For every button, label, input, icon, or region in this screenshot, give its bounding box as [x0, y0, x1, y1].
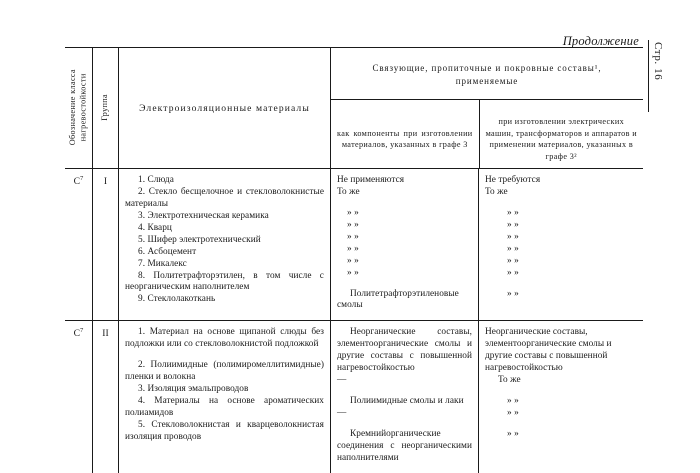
machines-second: То же — [485, 186, 508, 197]
list-item: 5. Стекловолокнистая и кварцеволокнистая изоляция проводов — [125, 419, 324, 442]
ditto-mark: » » — [347, 219, 359, 230]
ditto-mark: » » — [347, 231, 359, 242]
table-row — [65, 168, 643, 320]
row2-components-cell — [330, 321, 478, 472]
row1-class-superscript: 7 — [80, 174, 84, 182]
ditto-mark: » » — [507, 219, 519, 230]
ditto-mark: » » — [507, 255, 519, 266]
ditto-mark: » » — [347, 267, 359, 278]
header-group-label: Группа — [100, 93, 110, 121]
list-item: Полиимидные смолы и лаки — [350, 396, 464, 407]
list-item: 6. Асбоцемент — [138, 246, 197, 257]
header-materials-label: Электроизоляционные материалы — [139, 102, 310, 114]
spacer — [337, 199, 472, 208]
row1-group-value: I — [103, 176, 108, 188]
list-item: Кремнийорганические соединения с неорганическими наполнителями — [337, 428, 472, 463]
spacer — [485, 199, 637, 208]
ditto-mark: » » — [507, 428, 519, 439]
empty-dash: — — [337, 408, 347, 419]
row2-group-value: II — [102, 328, 109, 340]
header-compounds-for-machines: при изготовлении электрических машин, трансформаторов и аппаратов и применении материалов, указанных в графе 3² — [479, 100, 643, 168]
header-group — [92, 48, 118, 168]
list-item: 2. Полиимидные (полимиромеллитимидные) пленки и волокна — [125, 360, 324, 383]
header-materials — [118, 48, 330, 168]
header-class-designation — [65, 48, 92, 168]
continuation-caption: Продолжение — [562, 34, 639, 48]
ditto-mark: » » — [507, 231, 519, 242]
page-marker-rule — [648, 40, 649, 112]
row1-class-cell — [65, 169, 92, 320]
list-item: 4. Кварц — [138, 222, 172, 233]
header-class-line1: Обозначение класса — [68, 68, 78, 146]
standards-table — [65, 47, 643, 473]
components-first: Не применяются — [337, 175, 405, 186]
components-last: Политетрафторэтиленовые смолы — [337, 288, 459, 311]
page-number-label: Стр. 16 — [652, 42, 664, 81]
header-compounds-as-components: как компоненты при изготовлении материалов, указанных в графе 3 — [337, 128, 473, 150]
row1-machines-cell — [478, 169, 643, 320]
list-item: 8. Политетрафторэтилен, в том числе с неорганическим наполнителем — [125, 270, 324, 293]
list-item: 9. Стеклолакоткань — [138, 294, 216, 305]
row1-components-cell — [330, 169, 478, 320]
empty-dash: — — [337, 375, 347, 386]
list-item: 4. Материалы на основе ароматических полиамидов — [125, 396, 324, 419]
row1-class-value: C — [73, 176, 81, 188]
machines-first: Неорганические составы, элементоорганические смолы и другие составы с повышенной нагревостойкостью — [485, 327, 612, 374]
list-item: 1. Слюда — [138, 175, 174, 186]
ditto-mark: » » — [507, 243, 519, 254]
header-compounds-group — [330, 48, 643, 168]
row2-class-value: C — [73, 328, 81, 340]
list-item: 1. Материал на основе щипаной слюды без подложки или со стекловолокнистой подложкой — [125, 327, 324, 350]
row2-group-cell — [92, 321, 118, 472]
header-class-line2: нагревостойкости — [78, 73, 88, 141]
ditto-mark: » » — [507, 396, 519, 407]
table-header-row — [65, 48, 643, 168]
list-item: 7. Микалекс — [138, 258, 187, 269]
row2-class-cell — [65, 321, 92, 472]
list-item: Неорганические составы, элементоорганические смолы и другие составы с повышенной нагревостойкостью — [337, 327, 472, 374]
machines-first: Не требуются — [485, 175, 541, 186]
components-second: То же — [337, 186, 360, 197]
list-item: 5. Шифер электротехнический — [138, 234, 261, 245]
row2-materials-cell — [118, 321, 330, 472]
ditto-mark: » » — [507, 408, 519, 419]
spacer — [485, 420, 637, 429]
machines-second: То же — [498, 375, 521, 386]
ditto-mark: » » — [347, 255, 359, 266]
row1-group-cell — [92, 169, 118, 320]
page-number-marker — [648, 40, 663, 120]
spacer — [485, 280, 637, 289]
spacer — [485, 387, 637, 396]
list-item: 2. Стекло бесщелочное и стекловолокнистые материалы — [125, 186, 324, 209]
list-item: 3. Электротехническая керамика — [138, 210, 269, 221]
ditto-mark: » » — [347, 243, 359, 254]
ditto-mark: » » — [507, 207, 519, 218]
row2-machines-cell — [478, 321, 643, 472]
row1-materials-cell — [118, 169, 330, 320]
header-compounds-title: Связующие, пропиточные и покровные составы¹, применяемые — [331, 48, 643, 100]
table-row — [65, 320, 643, 472]
ditto-mark: » » — [507, 267, 519, 278]
ditto-mark: » » — [507, 288, 519, 299]
list-item: 3. Изоляция эмальпроводов — [138, 384, 249, 395]
ditto-mark: » » — [347, 207, 359, 218]
header-compounds-subrow — [331, 100, 643, 168]
row2-class-superscript: 7 — [80, 327, 84, 335]
